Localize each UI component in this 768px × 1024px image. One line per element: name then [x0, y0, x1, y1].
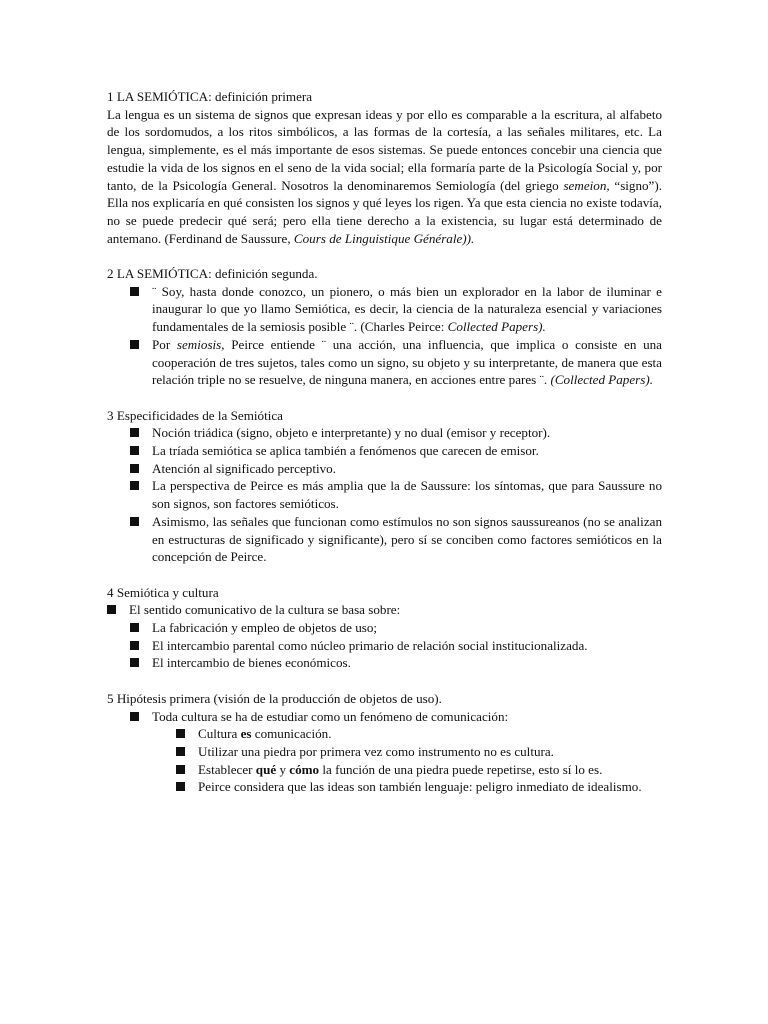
- section-3-heading: 3 Especificidades de la Semiótica: [107, 407, 283, 423]
- section-5-item-3-bold-b: cómo: [289, 761, 320, 777]
- section-5: [107, 690, 662, 796]
- list-item: La fabricación y empleo de objetos de uso;: [107, 619, 662, 637]
- section-3: [107, 407, 662, 566]
- section-2-item-2-text-a: Por: [152, 336, 177, 352]
- section-1: [107, 88, 662, 247]
- section-2-list: [107, 283, 662, 389]
- list-item: [107, 761, 662, 779]
- section-2: [107, 265, 662, 389]
- section-3-list: [107, 424, 662, 566]
- section-2-item-1-text: ¨ Soy, hasta donde conozco, un pionero, o más bien un explorador en la labor de iluminar e inaugurar lo que yo llamo Semiótica, es decir, la ciencia de la naturaleza esencial y variaciones fundamentales de la semiosis posible ¨. (Charles Peirce:: [152, 283, 662, 335]
- list-item: El intercambio parental como núcleo primario de relación social institucionalizada.: [107, 637, 662, 655]
- section-4-heading: 4 Semiótica y cultura: [107, 584, 219, 600]
- list-item: [107, 283, 662, 336]
- list-item: Noción triádica (signo, objeto e interpretante) y no dual (emisor y receptor).: [107, 424, 662, 442]
- section-5-heading: 5 Hipótesis primera (visión de la producción de objetos de uso).: [107, 690, 442, 706]
- section-2-item-1-emphasis: Collected Papers).: [447, 319, 546, 335]
- section-2-item-2-text-b: Peirce entiende ¨ una acción, una influencia, que implica o consiste en una cooperación de tres sujetos, tales como un signo, su objeto y su interpretante, de manera que esta relación triple no se resuelve, de ninguna manera, en acciones entre pares ¨.: [152, 336, 662, 388]
- section-1-emphasis-b: Cours de Linguistique Générale)).: [293, 230, 475, 246]
- list-item: Asimismo, las señales que funcionan como estímulos no son signos saussureanos (no se analizan en estructuras de significado y significante), pero sí se conciben como factores semióticos en la concepción de Peirce.: [107, 513, 662, 566]
- list-item: Utilizar una piedra por primera vez como instrumento no es cultura.: [107, 743, 662, 761]
- section-1-paragraph: [107, 106, 662, 248]
- section-1-emphasis-a: semeion,: [563, 177, 610, 193]
- list-item: [107, 336, 662, 389]
- section-5-lead-list: [107, 708, 662, 726]
- section-1-text-b: “signo”). Ella nos explicaría en qué consisten los signos y qué leyes los rigen. Ya que esta ciencia no existe todavía, no se puede predecir qué será; pero ella tiene derecho a la existencia, su lugar está determinado de antemano. (Ferdinand de Saussure,: [107, 177, 663, 246]
- section-5-item-3-text-b: y: [276, 761, 290, 777]
- section-4-list: [107, 619, 662, 672]
- section-2-heading: 2 LA SEMIÓTICA: definición segunda.: [107, 266, 318, 282]
- section-1-heading: 1 LA SEMIÓTICA: definición primera: [107, 89, 313, 104]
- list-item: Toda cultura se ha de estudiar como un fenómeno de comunicación:: [107, 708, 662, 726]
- list-item: La perspectiva de Peirce es más amplia que la de Saussure: los síntomas, que para Saussure no son signos, son factores semióticos.: [107, 477, 662, 512]
- section-5-item-1-text-b: comunicación.: [251, 726, 332, 742]
- list-item: Atención al significado perceptivo.: [107, 460, 662, 478]
- list-item: Peirce considera que las ideas son también lenguaje: peligro inmediato de idealismo.: [107, 778, 662, 796]
- section-5-item-3-text-c: la función de una piedra puede repetirse, esto sí lo es.: [319, 761, 603, 777]
- section-5-item-1-bold: es: [240, 726, 252, 742]
- list-item: El intercambio de bienes económicos.: [107, 654, 662, 672]
- list-item: [107, 725, 662, 743]
- section-4-lead-list: [107, 601, 662, 619]
- list-item: La tríada semiótica se aplica también a fenómenos que carecen de emisor.: [107, 442, 662, 460]
- section-4: [107, 584, 662, 673]
- section-1-text-a: La lengua es un sistema de signos que expresan ideas y por ello es comparable a la escritura, al alfabeto de los sordomudos, a los ritos simbólicos, a las formas de la cortesía, a las señales militares, etc. La lengua, simplemente, es el más importante de esos sistemas. Se puede entonces concebir una ciencia que estudie la vida de los signos en el seno de la vida social; ella formaría parte de la Psicología Social y, por tanto, de la Psicología General. Nosotros la denominaremos Semiología (del griego: [107, 106, 662, 193]
- section-5-item-1-text-a: Cultura: [198, 726, 241, 742]
- section-2-item-2-emphasis-a: semiosis,: [176, 336, 225, 352]
- list-item: El sentido comunicativo de la cultura se basa sobre:: [107, 601, 662, 619]
- section-5-item-3-text-a: Establecer: [198, 761, 256, 777]
- section-5-list: [107, 725, 662, 796]
- section-2-item-2-emphasis-b: (Collected Papers).: [550, 372, 653, 388]
- section-5-item-3-bold-a: qué: [255, 761, 277, 777]
